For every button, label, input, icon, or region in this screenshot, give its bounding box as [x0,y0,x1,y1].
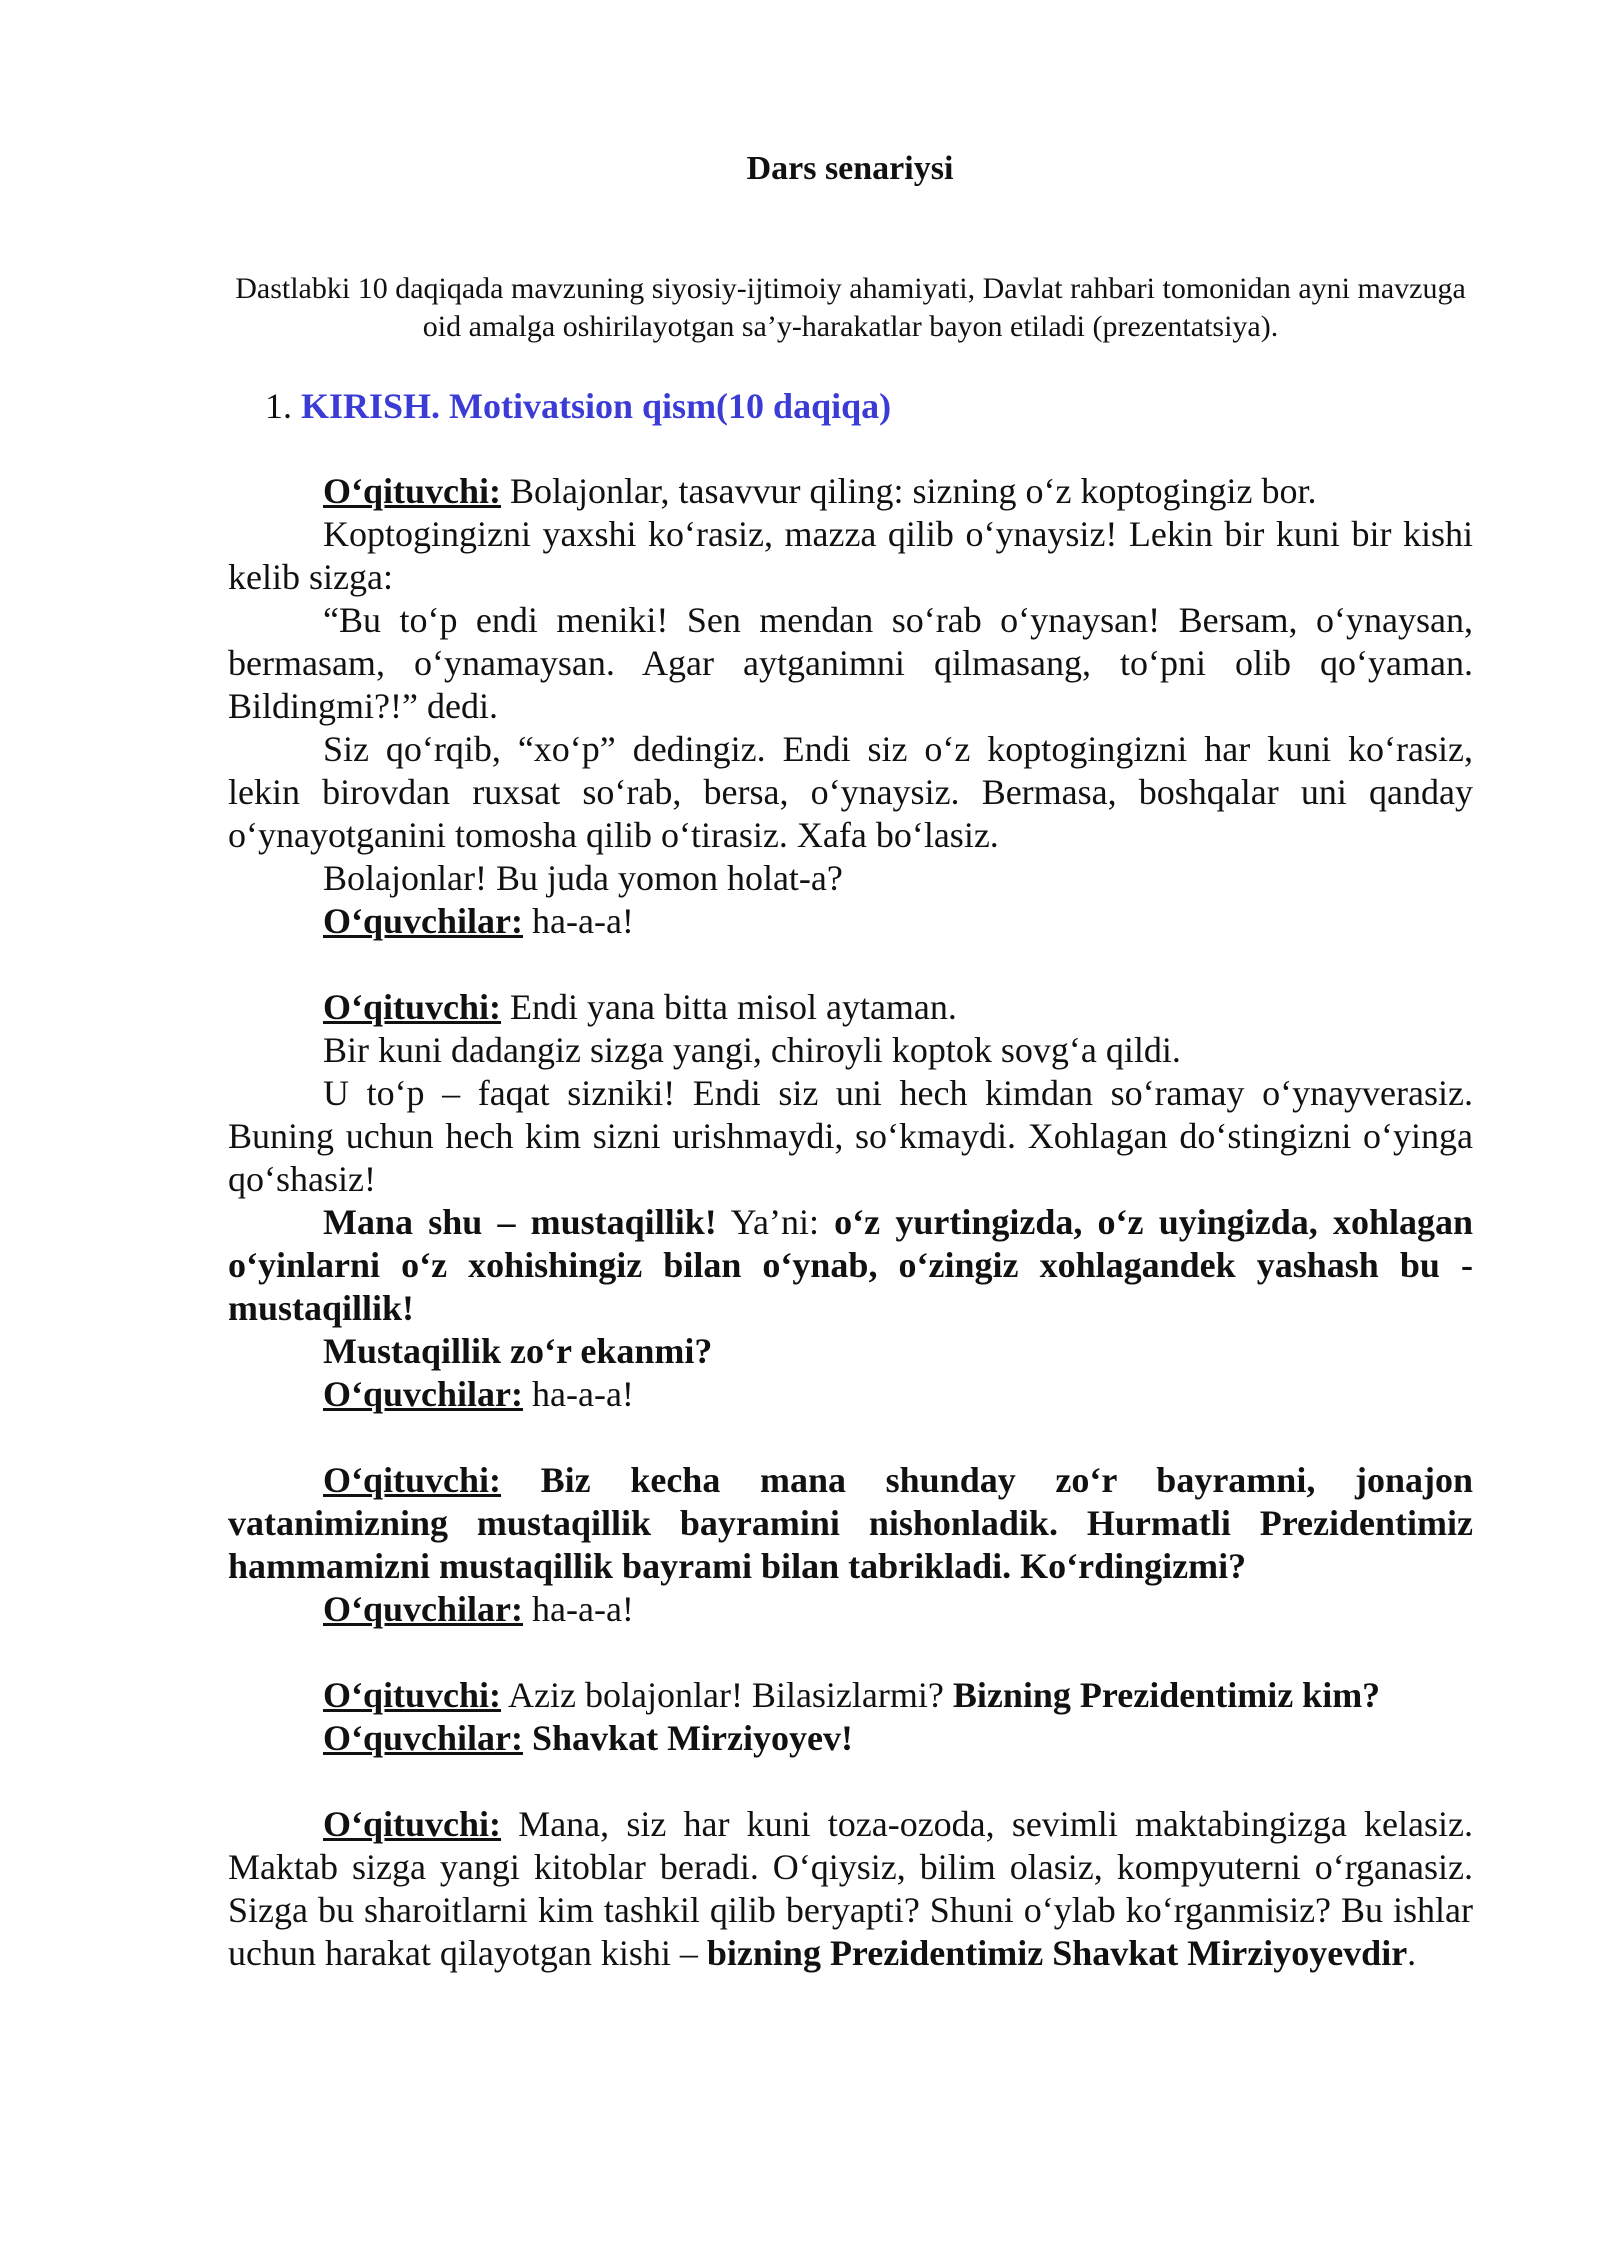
dialogue-text: Siz qo‘rqib, “xo‘p” dedingiz. Endi siz o‘z koptogingizni har kuni ko‘rasiz, lekin birovdan ruxsat so‘rab, bersa, o‘ynaysiz. Bermasa, boshqalar uni qanday o‘ynayotganini tomosha qilib o‘tirasiz. Xafa bo‘lasiz. [228,729,1473,855]
dialogue-paragraph [228,513,1473,599]
dialogue-body [228,470,1473,1975]
students-reply [228,1588,1473,1631]
reply-text-bold: Shavkat Mirziyoyev! [532,1718,853,1758]
dialogue-text: Endi yana bitta misol aytaman. [510,987,957,1027]
dialogue-text: Ya’ni: [716,1202,835,1242]
dialogue-paragraph [228,986,1473,1029]
dialogue-text: Bolajonlar! Bu juda yomon holat-a? [323,858,843,898]
dialogue-paragraph [228,1674,1473,1717]
dialogue-paragraph [228,857,1473,900]
dialogue-paragraph [228,599,1473,728]
students-reply [228,1717,1473,1760]
reply-text: ha-a-a! [532,1374,634,1414]
dialogue-text-bold: Mustaqillik zo‘r ekanmi? [323,1331,713,1371]
section-title: KIRISH. Motivatsion qism(10 daqiqa) [301,386,892,426]
speaker-teacher: O‘qituvchi: [323,1675,502,1715]
speaker-students: O‘quvchilar: [323,901,524,941]
reply-text: ha-a-a! [532,901,634,941]
speaker-students: O‘quvchilar: [323,1374,524,1414]
dialogue-text: Bolajonlar, tasavvur qiling: sizning o‘z koptogingiz bor. [510,471,1317,511]
speaker-teacher: O‘qituvchi: [323,471,502,511]
dialogue-paragraph [228,1803,1473,1975]
speaker-students: O‘quvchilar: [323,1718,524,1758]
dialogue-text: . [1407,1933,1417,1973]
dialogue-text: Mana, siz har kuni toza-ozoda, sevimli maktabingizga kelasiz. Maktab sizga yangi kitoblar beradi. O‘qiysiz, bilim olasiz, kompyuterni o‘rganasiz. Sizga bu sharoitlarni kim tashkil qilib beryapti? Shuni o‘ylab ko‘rganmisiz? Bu ishlar uchun harakat qilayotgan kishi – [228,1804,1474,1973]
dialogue-paragraph [228,1029,1473,1072]
dialogue-paragraph [228,1201,1473,1330]
dialogue-text: Bir kuni dadangiz sizga yangi, chiroyli koptok sovg‘a qildi. [323,1030,1181,1070]
intro-paragraph: Dastlabki 10 daqiqada mavzuning siyosiy-ijtimoiy ahamiyati, Davlat rahbari tomonidan ayni mavzuga oid amalga oshirilayotgan sa’y-harakatlar bayon etiladi (prezentatsiya). [235,272,1466,343]
dialogue-text-bold: Biz kecha mana shunday zo‘r bayramni, jonajon vatanimizning mustaqillik bayramini nishonladik. Hurmatli Prezidentimiz hammamizni mustaqillik bayrami bilan tabrikladi. Ko‘rdingizmi? [228,1460,1473,1586]
dialogue-text: Koptogingizni yaxshi ko‘rasiz, mazza qilib o‘ynaysiz! Lekin bir kuni bir kishi kelib sizga: [228,514,1473,597]
dialogue-paragraph [228,728,1473,857]
speaker-teacher: O‘qituvchi: [323,987,502,1027]
section-heading [265,382,891,430]
dialogue-text-bold: o‘z yurtingizda, o‘z uyingizda, xohlagan o‘yinlarni o‘z xohishingiz bilan o‘ynab, o‘zingiz xohlagandek yashash bu - mustaqillik! [228,1202,1474,1328]
speaker-teacher: O‘qituvchi: [323,1460,502,1500]
speaker-students: O‘quvchilar: [323,1589,524,1629]
dialogue-paragraph [228,1072,1473,1201]
dialogue-paragraph [228,1330,1473,1373]
students-reply [228,1373,1473,1416]
section-number: 1. [265,386,292,426]
document-title: Dars senariysi [746,150,954,187]
speaker-teacher: O‘qituvchi: [323,1804,502,1844]
dialogue-paragraph [228,470,1473,513]
students-reply [228,900,1473,943]
dialogue-text-bold: Mana shu – mustaqillik! [323,1202,717,1242]
reply-text: ha-a-a! [532,1589,634,1629]
dialogue-text-bold: Bizning Prezidentimiz kim? [952,1675,1381,1715]
dialogue-text: Aziz bolajonlar! Bilasizlarmi? [508,1675,953,1715]
dialogue-paragraph [228,1459,1473,1588]
dialogue-text-bold: bizning Prezidentimiz Shavkat Mirziyoyevdir [706,1933,1408,1973]
dialogue-text: U to‘p – faqat sizniki! Endi siz uni hech kimdan so‘ramay o‘ynayverasiz. Buning uchun hech kim sizni urishmaydi, so‘kmaydi. Xohlagan do‘stingizni o‘yinga qo‘shasiz! [228,1073,1473,1199]
dialogue-text: “Bu to‘p endi meniki! Sen mendan so‘rab o‘ynaysan! Bersam, o‘ynaysan, bermasam, o‘ynamaysan. Agar aytganimni qilmasang, to‘pni olib qo‘yaman. Bildingmi?!” dedi. [228,600,1473,726]
